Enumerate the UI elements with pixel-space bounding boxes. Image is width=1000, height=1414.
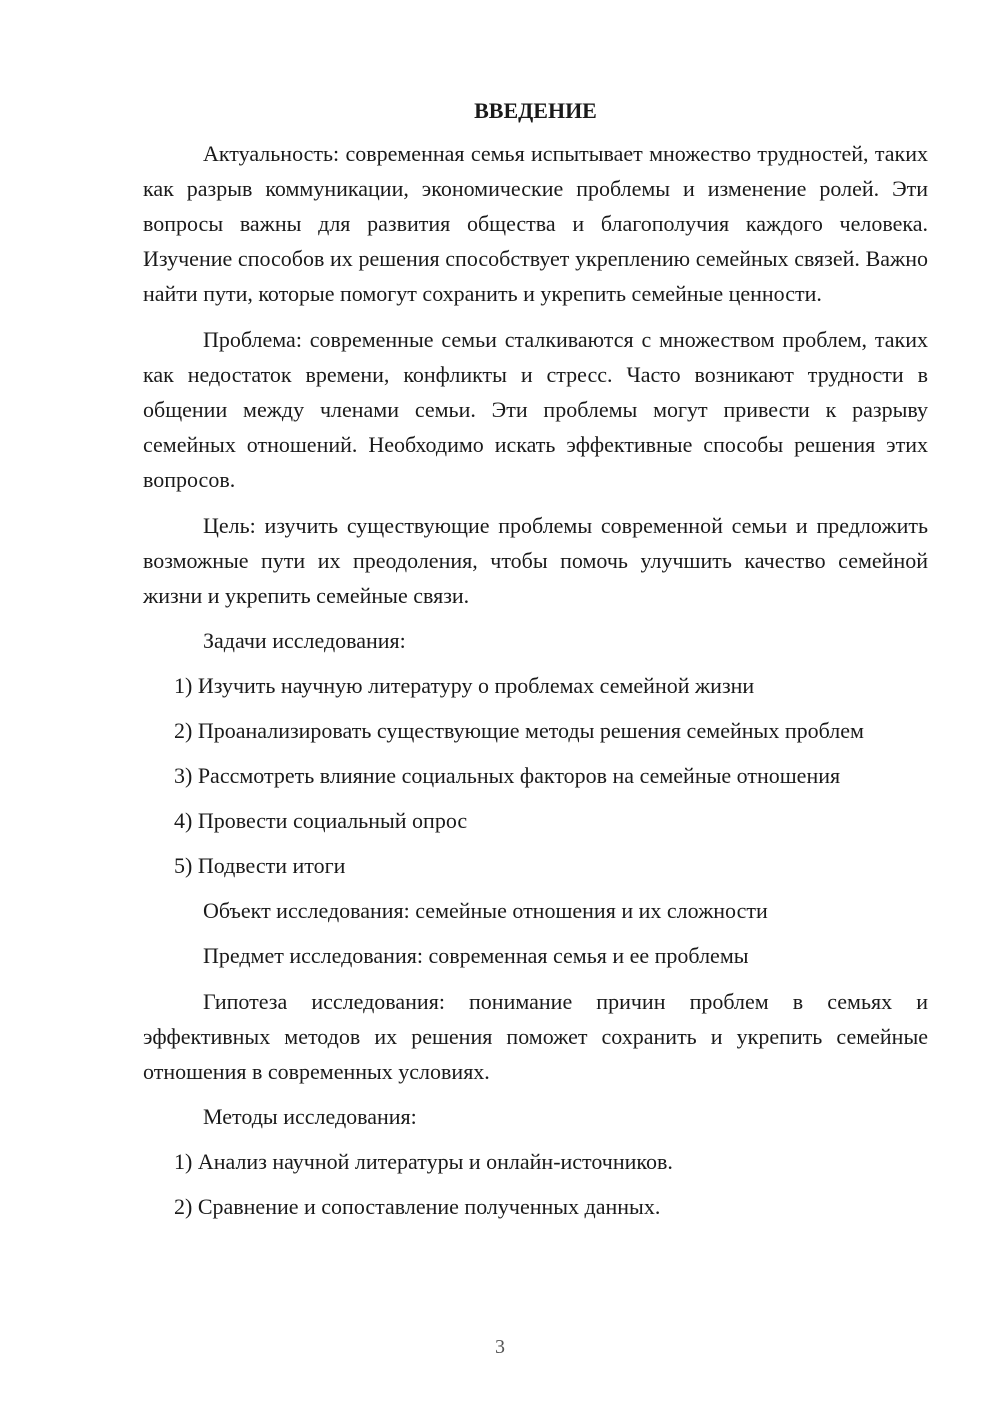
method-item: 2) Сравнение и сопоставление полученных данных. [174,1194,661,1219]
relevance-paragraph: Актуальность: современная семья испытывает множество трудностей, таких как разрыв коммуникации, экономические проблемы и изменение ролей. Эти вопросы важны для развития общества и благополучия каждого человека. Изучение способов их решения способствует укреплению семейных связей. Важно найти пути, которые помогут сохранить и укрепить семейные ценности. [143,141,928,306]
problem-paragraph: Проблема: современные семьи сталкиваются с множеством проблем, таких как недостаток времени, конфликты и стресс. Часто возникают трудности в общении между членами семьи. Эти проблемы могут привести к разрыву семейных отношений. Необходимо искать эффективные способы решения этих вопросов. [143,327,928,492]
goal-paragraph: Цель: изучить существующие проблемы современной семьи и предложить возможные пути их преодоления, чтобы помочь улучшить качество семейной жизни и укрепить семейные связи. [143,513,928,608]
method-item: 1) Анализ научной литературы и онлайн-источников. [174,1149,673,1174]
page-title: ВВЕДЕНИЕ [474,98,597,123]
tasks-label: Задачи исследования: [203,628,406,653]
document-body [143,96,928,1224]
subject-paragraph: Предмет исследования: современная семья и ее проблемы [203,943,749,968]
hypothesis-paragraph: Гипотеза исследования: понимание причин проблем в семьях и эффективных методов их решения поможет сохранить и укрепить семейные отношения в современных условиях. [143,989,928,1084]
page-number: 3 [495,1336,505,1358]
task-item: 3) Рассмотреть влияние социальных факторов на семейные отношения [174,763,841,788]
task-item: 4) Провести социальный опрос [174,808,468,833]
task-item: 1) Изучить научную литературу о проблемах семейной жизни [174,673,755,698]
task-item: 5) Подвести итоги [174,853,346,878]
methods-label: Методы исследования: [203,1104,417,1129]
object-paragraph: Объект исследования: семейные отношения и их сложности [203,898,768,923]
task-item: 2) Проанализировать существующие методы решения семейных проблем [174,718,864,743]
